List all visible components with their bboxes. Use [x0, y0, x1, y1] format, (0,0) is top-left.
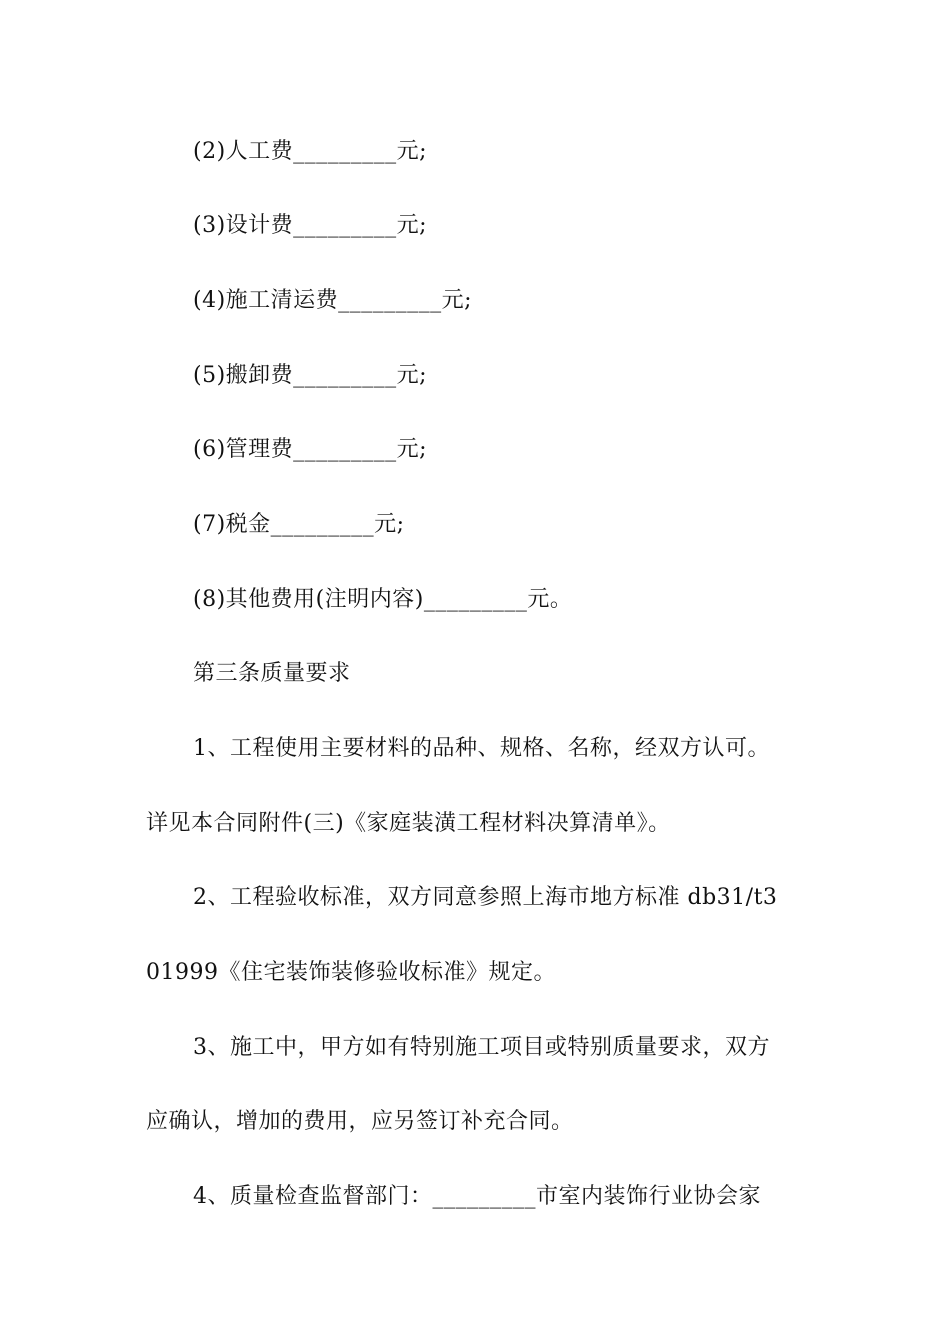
- paragraph-1-line-2: 详见本合同附件(三)《家庭装潢工程材料决算清单》。: [146, 811, 671, 836]
- paragraph-3-line-2: 应确认，增加的费用，应另签订补充合同。: [146, 1109, 574, 1134]
- fee-item-design: (3)设计费_________元;: [193, 213, 428, 238]
- fee-item-tax: (7)税金_________元;: [193, 512, 405, 537]
- paragraph-2-line-2: 01999《住宅装饰装修验收标准》规定。: [146, 960, 556, 985]
- section-heading-quality: 第三条质量要求: [193, 661, 351, 686]
- paragraph-2-line-1: 2、工程验收标准，双方同意参照上海市地方标准 db31/t3: [193, 885, 778, 910]
- paragraph-3-line-1: 3、施工中，甲方如有特别施工项目或特别质量要求，双方: [193, 1035, 770, 1060]
- paragraph-1-line-1: 1、工程使用主要材料的品种、规格、名称，经双方认可。: [193, 736, 770, 761]
- fee-item-labor: (2)人工费_________元;: [193, 139, 428, 164]
- fee-item-other: (8)其他费用(注明内容)_________元。: [193, 587, 573, 612]
- fee-item-management: (6)管理费_________元;: [193, 437, 428, 462]
- paragraph-4-line-1: 4、质量检查监督部门：_________市室内装饰行业协会家: [193, 1184, 761, 1209]
- fee-item-cleanup: (4)施工清运费_________元;: [193, 288, 473, 313]
- fee-item-handling: (5)搬卸费_________元;: [193, 363, 428, 388]
